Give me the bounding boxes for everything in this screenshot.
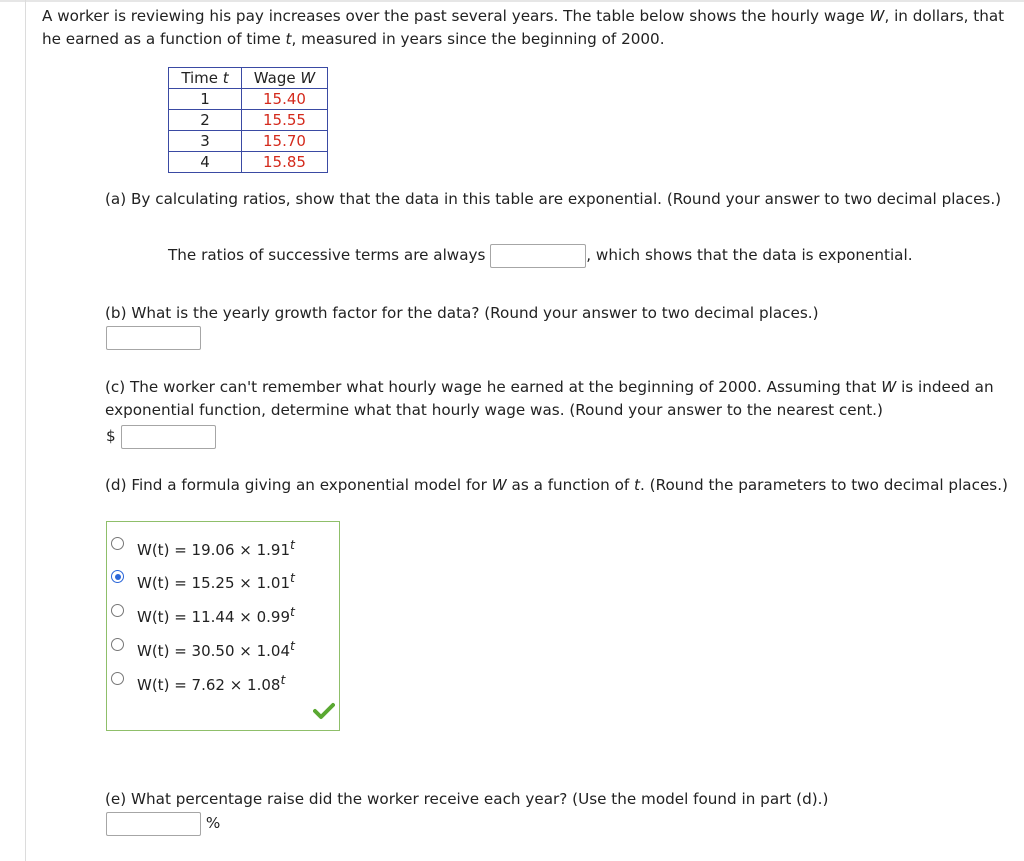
part-c-text: (c) The worker can't remember what hourly wage he earned at the beginning of 2000. Assuming that [105, 378, 882, 396]
time-cell: 3 [169, 131, 242, 152]
table-header-row [169, 68, 328, 89]
formula-lhs: W(t) [137, 574, 170, 592]
part-a-answer-row [168, 243, 913, 268]
percent-sign: % [205, 814, 221, 832]
option-formula [137, 635, 295, 662]
formula-lhs: W(t) [137, 676, 170, 694]
time-cell: 4 [169, 152, 242, 173]
radio-button[interactable] [111, 672, 124, 685]
option-formula [137, 567, 295, 594]
intro-text: A worker is reviewing his pay increases over the past several years. The table below shows the hourly wage [42, 7, 870, 25]
header-time-label: Time [181, 69, 223, 87]
part-e-question: (e) What percentage raise did the worker receive each year? (Use the model found in part (d).) [105, 790, 829, 808]
problem-statement [42, 5, 1017, 51]
wage-cell: 15.85 [242, 152, 328, 173]
header-wage-label: Wage [253, 69, 301, 87]
formula-exponent: t [289, 570, 295, 585]
radio-button-selected[interactable] [111, 570, 124, 583]
formula-rhs: = 7.62 × 1.08 [174, 676, 281, 694]
top-divider [0, 0, 1024, 2]
part-b-question: (b) What is the yearly growth factor for the data? (Round your answer to two decimal places.) [105, 304, 819, 322]
wage-table [168, 67, 328, 173]
formula-rhs: = 19.06 × 1.91 [174, 541, 290, 559]
table-row [169, 110, 328, 131]
part-c-question [105, 376, 1010, 422]
growth-factor-input[interactable] [106, 326, 201, 350]
formula-exponent: t [289, 537, 295, 552]
part-d-text: . (Round the parameters to two decimal places.) [640, 476, 1008, 494]
header-time [169, 68, 242, 89]
table-row [169, 152, 328, 173]
wage-cell: 15.55 [242, 110, 328, 131]
wage-cell: 15.70 [242, 131, 328, 152]
option-formula [137, 534, 295, 561]
part-d-text: (d) Find a formula giving an exponential model for [105, 476, 492, 494]
option-formula [137, 601, 295, 628]
model-options-group [106, 521, 340, 731]
var-w: W [491, 476, 507, 494]
header-wage [242, 68, 328, 89]
part-c-text: is indeed an exponential function, determine what that hourly wage was. (Round your answer to the nearest cent.) [105, 378, 994, 419]
formula-rhs: = 11.44 × 0.99 [174, 608, 290, 626]
radio-button[interactable] [111, 604, 124, 617]
table-row [169, 131, 328, 152]
var-w: W [300, 69, 316, 87]
correct-check-icon [313, 702, 335, 720]
radio-button[interactable] [111, 638, 124, 651]
var-w: W [881, 378, 897, 396]
formula-exponent: t [289, 604, 295, 619]
left-divider [25, 0, 26, 861]
part-e-answer-row [106, 811, 220, 836]
var-t: t [285, 30, 292, 48]
part-a-after-text: , which shows that the data is exponential. [586, 246, 913, 264]
formula-lhs: W(t) [137, 608, 170, 626]
table-row [169, 89, 328, 110]
formula-rhs: = 30.50 × 1.04 [174, 642, 290, 660]
option-formula [137, 669, 285, 696]
var-w: W [869, 7, 885, 25]
part-c-answer-row [106, 424, 216, 449]
part-a-before-text: The ratios of successive terms are always [168, 246, 486, 264]
dollar-sign: $ [106, 427, 116, 445]
part-d-text: as a function of [506, 476, 635, 494]
formula-rhs: = 15.25 × 1.01 [174, 574, 290, 592]
intro-text: , measured in years since the beginning of 2000. [291, 30, 665, 48]
var-t: t [222, 69, 229, 87]
initial-wage-input[interactable] [121, 425, 216, 449]
formula-lhs: W(t) [137, 541, 170, 559]
formula-exponent: t [289, 638, 295, 653]
part-a-question: (a) By calculating ratios, show that the data in this table are exponential. (Round your answer to two decimal places.) [105, 190, 1002, 208]
wage-cell: 15.40 [242, 89, 328, 110]
ratio-input[interactable] [490, 244, 586, 268]
time-cell: 1 [169, 89, 242, 110]
part-d-question [105, 474, 1010, 497]
percentage-raise-input[interactable] [106, 812, 201, 836]
formula-exponent: t [280, 672, 286, 687]
radio-button[interactable] [111, 537, 124, 550]
var-t: t [634, 476, 641, 494]
intro-text: , in dollars, that he earned as a function of time [42, 7, 1005, 48]
time-cell: 2 [169, 110, 242, 131]
formula-lhs: W(t) [137, 642, 170, 660]
